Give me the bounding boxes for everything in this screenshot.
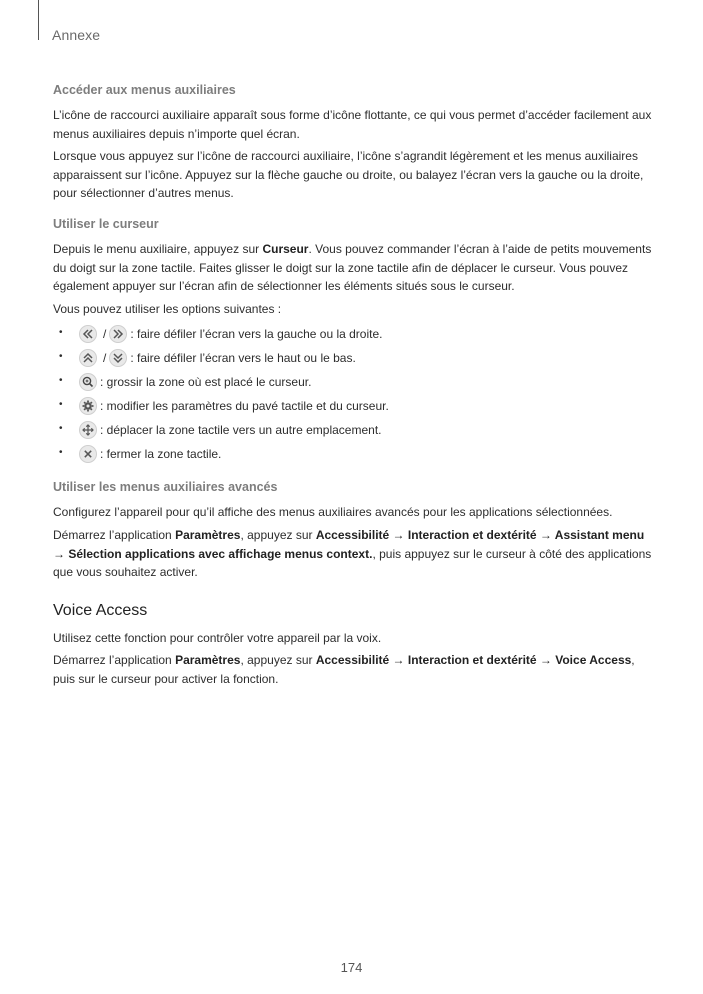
option-text: : fermer la zone tactile. <box>100 447 222 462</box>
option-text: : faire défiler l’écran vers la gauche ou la droite. <box>130 327 383 342</box>
bullet: • <box>59 327 63 339</box>
bullet: • <box>59 375 63 387</box>
cursor-paragraph-1: Depuis le menu auxiliaire, appuyez sur Curseur. Vous pouvez commander l’écran à l’aide de petits mouvements du doigt sur la zone tactile. Faites glisser le doigt sur la zone tactile afin de déplacer le curseur. Vous pouvez également appuyer sur l’écran afin de sélectionner les éléments situés sous le curseur. <box>53 241 652 294</box>
advanced-heading: Utiliser les menus auxiliaires avancés <box>53 480 278 495</box>
list-item <box>53 394 653 418</box>
aux-menu-paragraph-1: L’icône de raccourci auxiliaire apparaît sous forme d’icône flottante, ce qui vous permet d’accéder facilement aux menus auxiliaires depuis n’importe quel écran. <box>53 108 652 141</box>
section-header: Annexe <box>52 27 101 43</box>
double-chevron-right-icon <box>109 325 127 343</box>
move-arrows-icon <box>79 421 97 439</box>
voice-path: Accessibilité → Interaction et dextérité → Voice Access <box>315 653 632 668</box>
option-text: : faire défiler l’écran vers le haut ou le bas. <box>130 351 356 366</box>
cursor-options-list <box>53 322 653 466</box>
option-text: : modifier les paramètres du pavé tactile et du curseur. <box>100 399 389 414</box>
advanced-path: Accessibilité → Interaction et dextérité → Assistant menu → Sélection applications avec affichage menus context. <box>53 527 645 561</box>
voice-paragraph-2: Démarrez l’application Paramètres, appuyez sur Accessibilité → Interaction et dextérité → Voice Access, puis sur le curseur pour activer la fonction. <box>53 653 635 686</box>
voice-access-heading: Voice Access <box>53 601 148 619</box>
page-content <box>53 83 653 693</box>
magnifier-icon <box>79 373 97 391</box>
double-chevron-down-icon <box>109 349 127 367</box>
gear-icon <box>79 397 97 415</box>
list-item <box>53 442 653 466</box>
option-text: : déplacer la zone tactile vers un autre emplacement. <box>100 423 382 438</box>
aux-menu-heading: Accéder aux menus auxiliaires <box>53 83 236 97</box>
advanced-paragraph-2: Démarrez l’application Paramètres, appuyez sur Accessibilité → Interaction et dextérité → Assistant menu → Sélection applications avec affichage menus context., puis appuyez sur le curseur à côté des applications que vous souhaitez activer. <box>53 527 652 580</box>
settings-app-term: Paramètres <box>175 527 241 542</box>
list-item <box>53 418 653 442</box>
bullet: • <box>59 423 63 435</box>
list-item: • / : faire défiler l’écran vers le haut ou le bas. <box>59 351 356 366</box>
settings-app-term: Paramètres <box>175 653 241 668</box>
advanced-paragraph-1: Configurez l’appareil pour qu’il affiche des menus auxiliaires avancés pour les applications sélectionnées. <box>53 505 613 520</box>
aux-menu-paragraph-2: Lorsque vous appuyez sur l’icône de raccourci auxiliaire, l’icône s’agrandit légèrement et les menus auxiliaires apparaissent sur l’icône. Appuyez sur la flèche gauche ou droite, ou balayez l’écran vers la gauche ou la droite, pour sélectionner d’autres menus. <box>53 149 644 201</box>
bullet: • <box>59 399 63 411</box>
option-text: : grossir la zone où est placé le curseur. <box>100 375 312 390</box>
bullet: • <box>59 447 63 459</box>
list-item: • / : faire défiler l’écran vers la gauche ou la droite. <box>59 327 383 342</box>
double-chevron-left-icon <box>79 325 97 343</box>
header-rule <box>38 0 39 40</box>
bullet: • <box>59 351 63 363</box>
voice-paragraph-1: Utilisez cette fonction pour contrôler votre appareil par la voix. <box>53 630 382 645</box>
cursor-paragraph-2: Vous pouvez utiliser les options suivantes : <box>53 301 282 316</box>
double-chevron-up-icon <box>79 349 97 367</box>
page-number: 174 <box>340 960 363 975</box>
list-item <box>53 370 653 394</box>
close-icon <box>79 445 97 463</box>
cursor-term: Curseur <box>262 241 309 256</box>
cursor-heading: Utiliser le curseur <box>53 216 159 231</box>
